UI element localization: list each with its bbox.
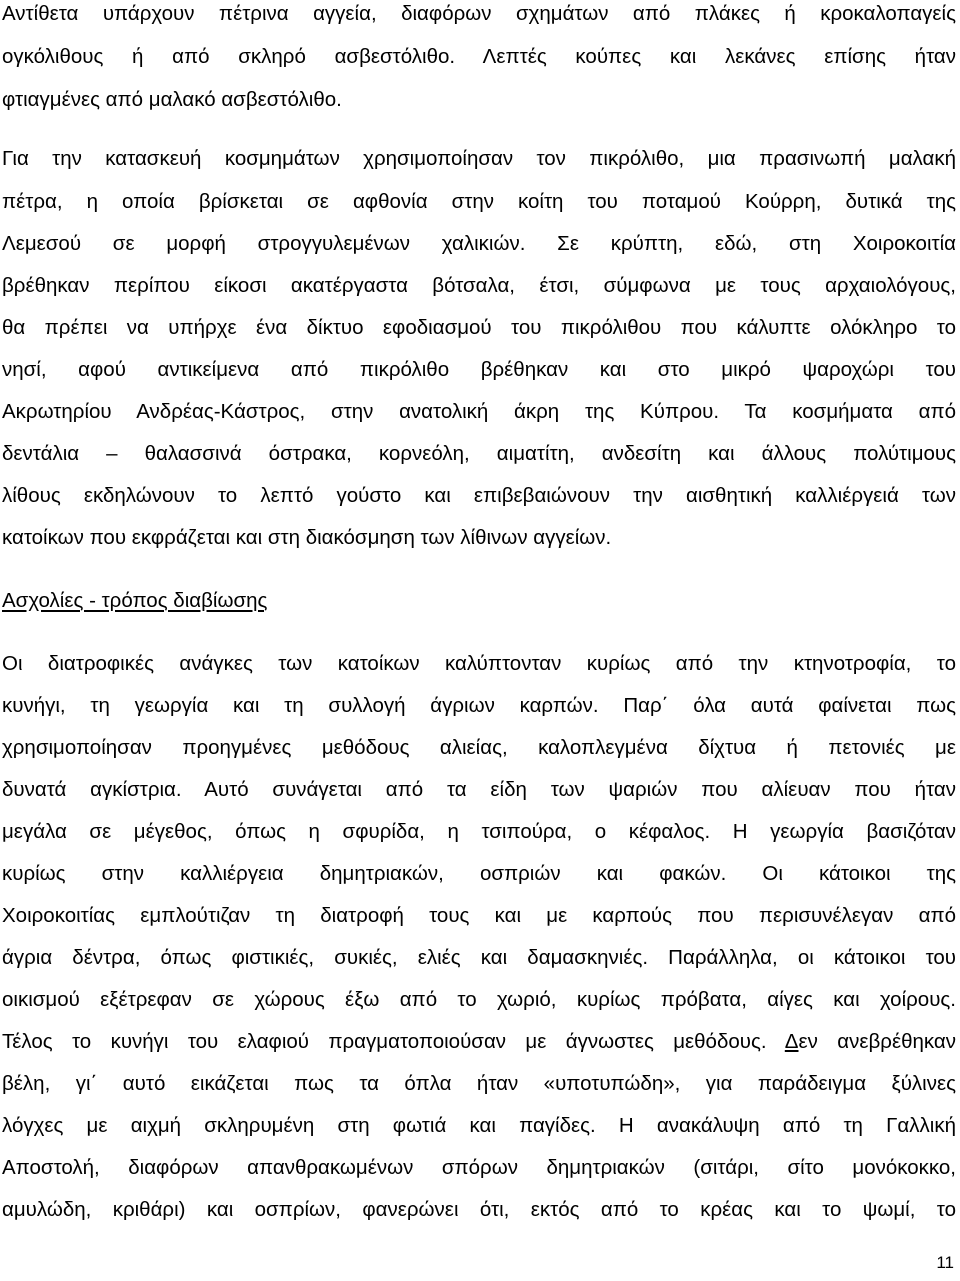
paragraph-2-line-6: νησί, αφού αντικείμενα από πικρόλιθο βρέθηκαν και στο μικρό ψαροχώρι του	[2, 358, 956, 381]
paragraph-1-line-2: ογκόλιθους ή από σκληρό ασβεστόλιθο. Λεπτές κούπες και λεκάνες επίσης ήταν	[2, 45, 956, 68]
page-number: 11	[936, 1253, 954, 1272]
paragraph-3-line-8: άγρια δέντρα, όπως φιστικιές, συκιές, ελιές και δαμασκηνιές. Παράλληλα, οι κάτοικοι του	[2, 946, 956, 969]
paragraph-1-line-3: φτιαγμένες από μαλακό ασβεστόλιθο.	[2, 88, 342, 111]
section-heading: Ασχολίες - τρόπος διαβίωσης	[2, 589, 268, 612]
line-10-text-before: Τέλος το κυνήγι του ελαφιού πραγματοποιούσαν με άγνωστες μεθόδους.	[2, 1030, 785, 1053]
paragraph-3-line-6: κυρίως στην καλλιέργεια δημητριακών, οσπριών και φακών. Οι κάτοικοι της	[2, 862, 956, 885]
section-heading-row	[2, 588, 956, 614]
paragraph-2-line-10: κατοίκων που εκφράζεται και στη διακόσμηση των λίθινων αγγείων.	[2, 526, 612, 549]
line-10-underlined-letter: Δ	[784, 1030, 799, 1053]
paragraph-3-line-7: Χοιροκοιτίας εμπλούτιζαν τη διατροφή τους και με καρπούς που περισυνέλεγαν από	[2, 904, 956, 927]
paragraph-3-line-5: μεγάλα σε μέγεθος, όπως η σφυρίδα, η τσιπούρα, ο κέφαλος. Η γεωργία βασιζόταν	[2, 820, 956, 843]
paragraph-3-line-12: λόγχες με αιχμή σκληρυμένη στη φωτιά και παγίδες. Η ανακάλυψη από τη Γαλλική	[2, 1114, 956, 1137]
paragraph-2-line-3: Λεμεσού σε μορφή στρογγυλεμένων χαλικιών. Σε κρύπτη, εδώ, στη Χοιροκοιτία	[2, 232, 956, 255]
paragraph-3-line-4: δυνατά αγκίστρια. Αυτό συνάγεται από τα είδη των ψαριών που αλίευαν που ήταν	[2, 778, 956, 801]
paragraph-2-line-7: Ακρωτηρίου Ανδρέας-Κάστρος, στην ανατολική άκρη της Κύπρου. Τα κοσμήματα από	[2, 400, 956, 423]
paragraph-3-line-11: βέλη, γι΄ αυτό εικάζεται πως τα όπλα ήταν «υποτυπώδη», για παράδειγμα ξύλινες	[2, 1072, 956, 1095]
paragraph-2-line-4: βρέθηκαν περίπου είκοσι ακατέργαστα βότσαλα, έτσι, σύμφωνα με τους αρχαιολόγους,	[2, 274, 956, 297]
paragraph-2-line-1: Για την κατασκευή κοσμημάτων χρησιμοποίησαν τον πικρόλιθο, μια πρασινωπή μαλακή	[2, 147, 956, 170]
paragraph-3-line-3: χρησιμοποίησαν προηγμένες μεθόδους αλιείας, καλοπλεγμένα δίχτυα ή πετονιές με	[2, 736, 956, 759]
line-10-text-after: εν ανεβρέθηκαν	[798, 1030, 956, 1053]
paragraph-3-line-10	[2, 1029, 956, 1055]
paragraph-3-line-13: Αποστολή, διαφόρων απανθρακωμένων σπόρων δημητριακών (σιτάρι, σίτο μονόκοκκο,	[2, 1156, 956, 1179]
paragraph-2-line-8: δεντάλια – θαλασσινά όστρακα, κορνεόλη, αιματίτη, ανδεσίτη και άλλους πολύτιμους	[2, 442, 956, 465]
paragraph-3-line-1: Οι διατροφικές ανάγκες των κατοίκων καλύπτονταν κυρίως από την κτηνοτροφία, το	[2, 652, 956, 675]
paragraph-3-line-9: οικισμού εξέτρεφαν σε χώρους έξω από το χωριό, κυρίως πρόβατα, αίγες και χοίρους.	[2, 988, 956, 1011]
paragraph-3-line-2: κυνήγι, τη γεωργία και τη συλλογή άγριων καρπών. Παρ΄ όλα αυτά φαίνεται πως	[2, 694, 956, 717]
paragraph-2-line-9: λίθους εκδηλώνουν το λεπτό γούστο και επιβεβαιώνουν την αισθητική καλλιέργειά των	[2, 484, 956, 507]
paragraph-1-line-1: Αντίθετα υπάρχουν πέτρινα αγγεία, διαφόρων σχημάτων από πλάκες ή κροκαλοπαγείς	[2, 2, 956, 25]
paragraph-2-line-5: θα πρέπει να υπήρχε ένα δίκτυο εφοδιασμού του πικρόλιθου που κάλυπτε ολόκληρο το	[2, 316, 956, 339]
paragraph-3-line-14: αμυλώδη, κριθάρι) και οσπρίων, φανερώνει ότι, εκτός από το κρέας και το ψωμί, το	[2, 1198, 956, 1221]
paragraph-2-line-2: πέτρα, η οποία βρίσκεται σε αφθονία στην κοίτη του ποταμού Κούρρη, δυτικά της	[2, 190, 956, 213]
